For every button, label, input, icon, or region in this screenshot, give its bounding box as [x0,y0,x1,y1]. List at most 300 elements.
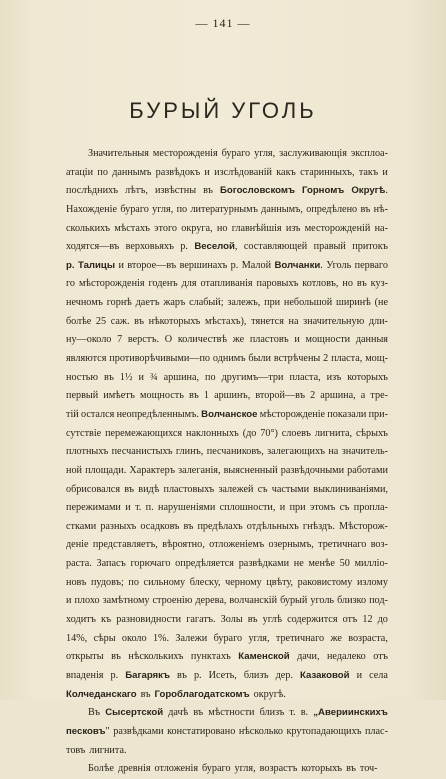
word-part: до [377,614,388,626]
word [66,220,110,239]
word [254,686,286,705]
word [266,574,293,593]
word-part: впаденія [66,669,104,681]
word [93,536,158,555]
word-part: мѣсторожденіе [259,408,326,420]
word-part: лигнита. [89,744,127,756]
word [190,574,221,593]
word [66,686,137,705]
word [355,555,388,574]
word [302,182,344,201]
word [217,220,228,239]
word-part: гнѣздъ. [302,520,335,532]
word [360,760,378,779]
word [369,313,388,332]
word-part: 2 [323,353,329,365]
word [124,481,134,500]
word [109,350,210,369]
word-part: и [204,166,210,178]
word-part: пласта, [331,353,363,365]
word [233,331,244,350]
word [177,667,187,686]
word-part: п. [145,502,154,514]
word [66,425,101,444]
word-part: 1½ [119,371,133,383]
word [176,443,203,462]
word [369,667,388,686]
word [298,574,353,593]
word [88,145,149,164]
word [66,350,106,369]
word [354,499,388,518]
word-part: констатировано [167,725,236,737]
word-part: обрисовался [66,483,121,495]
text-line [66,294,388,313]
word [66,313,91,332]
word [66,723,110,742]
word-part: разновидности [116,614,182,626]
word-part: пропла- [353,502,388,514]
word-part: предѣлахъ [197,520,243,532]
word [105,425,182,444]
word-part: О [164,334,173,346]
text-line [66,723,388,742]
word-part: верстъ. [127,334,160,346]
word-part: на [328,446,339,458]
word-part: и [118,259,124,271]
word-part: перемежающихся [105,427,183,439]
word-part: Запасъ [96,558,126,570]
word [103,592,150,611]
text-line [66,369,388,388]
word-part: вѣроятно, [162,539,205,551]
word [365,350,388,369]
word [168,704,188,723]
word [66,667,103,686]
word-part: остался [80,408,115,420]
word [328,443,338,462]
word-part: видѣ [138,483,160,495]
word [214,164,272,183]
word-part: куз- [370,278,388,290]
word [111,667,119,686]
word [125,667,170,686]
text-line [66,481,388,500]
word-part: дерева, [195,595,227,607]
word [105,704,163,723]
word-part: на [288,315,299,327]
word [279,145,347,164]
word-part: пунктахъ [190,651,231,663]
word-part: 1%. [152,632,170,644]
word-part: дли- [368,315,388,327]
word-part: въ [104,371,114,383]
word [112,164,151,183]
word [113,723,163,742]
word [300,667,349,686]
word [78,257,115,276]
word-part: опредѣляется [175,558,234,570]
word-part: другимъ—три [221,371,284,383]
word-part: въ [124,483,135,495]
word-part: излому [356,576,388,588]
word [214,387,250,406]
word-part: въ [111,651,121,663]
word-part: недалеко [326,651,366,663]
word-part: наклонныхъ [186,427,239,439]
word-part: болѣе [66,315,92,327]
word-part: р. [110,669,119,681]
word-part: . [320,259,323,271]
word-part: въ [193,707,204,719]
word [193,704,203,723]
word [222,145,251,164]
word-part: выясненный [223,464,278,476]
word [150,369,158,388]
word-part: правый [313,241,346,253]
word-part: 25 [95,315,107,327]
word-part: залеганія, [178,464,221,476]
word-part: котловъ, [302,278,339,290]
word [281,462,344,481]
word [209,667,237,686]
word [94,630,116,649]
word-part: ширинѣ [335,297,371,309]
word-part: Характеръ [129,464,175,476]
word [248,350,271,369]
word [114,220,150,239]
word-part: мощности [305,334,351,346]
word-part: месторожденія [152,148,218,159]
word [340,499,350,518]
word-part: ¾ [149,371,158,383]
word-part: бураго [221,148,251,159]
word-part: возрастъ [259,763,298,775]
word [274,350,320,369]
word [306,331,351,350]
word [373,648,388,667]
word [268,536,313,555]
word [66,481,120,500]
word [357,667,362,686]
word-part: озернымъ, [268,539,314,551]
word [134,313,144,332]
word [91,574,124,593]
word-part: Болѣе [88,763,114,775]
word-part: Золы [220,614,243,626]
word-part: встрѣчены [273,353,321,365]
word-part: въ [134,315,144,327]
word [125,499,130,518]
place-name: Казаковой [300,669,350,681]
word [155,686,250,705]
text-line [66,462,388,481]
word-part: значитель- [341,446,388,458]
word [362,611,372,630]
word-part: Мѣсторож- [339,520,388,532]
word-part: близко [337,595,367,607]
word-part: блеску, [189,576,221,588]
text-line [66,425,388,444]
word [208,704,254,723]
word-part: строенію [152,595,193,607]
word-part: отъ [373,651,388,663]
word [357,275,367,294]
word [276,164,296,183]
word-part: въ [177,669,187,681]
word [313,481,388,500]
word [375,220,388,239]
word [360,201,370,220]
place-name: Богословскомъ [219,185,295,197]
word [302,275,338,294]
word [248,630,269,649]
word-part: открыты [66,651,104,663]
word [272,481,309,500]
word [361,387,366,406]
word-part: литературнымъ [190,203,258,215]
word-part: пласта, [289,371,321,383]
word-part: бураго [213,632,243,644]
place-name: Каменской [238,651,290,663]
word [186,425,239,444]
word-part: опредѣлено [306,203,358,215]
word-part: округа, [181,222,213,234]
word-part: старинныхъ, [300,166,355,178]
word-part: для [181,278,197,290]
word [66,443,108,462]
word [205,313,247,332]
word [310,499,335,518]
word-part: тре- [370,390,388,402]
word [374,201,388,220]
word-part: какъ [276,166,296,178]
word-part: мощ- [365,353,388,365]
word-part: извѣстны [154,185,197,197]
word [357,574,388,593]
word-part: 50 [339,558,350,570]
page-number: — 141 — [195,16,251,30]
word-part: не [293,558,304,570]
word [155,760,198,779]
word-part: дачѣ [168,707,189,719]
word [258,481,268,500]
word-part: содержится [287,614,338,626]
word [186,611,215,630]
word-part: при [289,502,306,514]
word-part: и [125,502,131,514]
word-part: къ [100,614,112,626]
word [308,555,334,574]
word-part: первый [66,390,99,402]
word [128,574,139,593]
word [213,350,246,369]
word [340,555,350,574]
word [66,536,89,555]
word-part: близъ [259,707,285,719]
word [369,592,388,611]
word [118,760,151,779]
word-part: угля, [254,148,276,159]
word [126,238,174,257]
word [382,164,387,183]
word [66,406,79,425]
word [120,369,133,388]
word [251,313,284,332]
word [140,387,184,406]
word-part: при- [368,408,388,420]
word [337,592,366,611]
place-name: Округѣ [351,185,386,197]
word [306,201,357,220]
word [347,462,388,481]
text-line [66,630,388,649]
word [225,574,262,593]
word [290,499,306,518]
word-part: угля, [248,632,270,644]
word [247,518,299,537]
word [310,592,334,611]
word-part: этого [154,222,177,234]
word-part: а [360,390,366,402]
word-part: въ [140,688,151,700]
word-part: 2 [310,390,316,402]
word [343,611,358,630]
word-part: аршинъ, [214,390,251,402]
word-part: возраста, [348,632,388,644]
word-part: р. [180,241,188,253]
word [207,443,264,462]
text-line [66,443,388,462]
word-part: на- [374,222,388,234]
word-part: атаціи [66,166,94,178]
word-part: второе—въ [127,259,177,271]
word-part: бурый [280,595,308,607]
word [289,313,299,332]
word-part: мѣстности [208,707,255,719]
word-part: залегающихъ [267,446,325,458]
word [280,499,285,518]
word [66,462,82,481]
word-part: горючаго [130,558,171,570]
word-part: мѣстахъ), [204,315,247,327]
word-part: изъ [326,371,342,383]
word-part: сплошности, [219,502,276,514]
place-name: р. [66,259,75,271]
word [276,667,293,686]
word-part: горнѣ [106,297,132,309]
word [378,611,388,630]
word-part: 14%, [66,632,88,644]
word [146,499,154,518]
word [85,462,126,481]
word [274,257,322,276]
word [260,406,325,425]
text-line [66,201,388,220]
word [342,443,388,462]
word-part: деніе [66,539,89,551]
word [331,350,362,369]
word-part: по [176,203,188,215]
word-part: вершинахъ [179,259,228,271]
word [129,462,175,481]
word [220,182,295,201]
word-part: сутствіе [66,427,102,439]
word [66,630,87,649]
word [282,425,311,444]
word [222,369,284,388]
word [301,760,342,779]
word [356,331,388,350]
word [221,611,243,630]
word [229,592,277,611]
word-part: близъ [243,669,269,681]
word-part: верховьяхъ [125,241,174,253]
word-part: менѣе [308,558,335,570]
word-part: же [330,632,342,644]
word [178,331,227,350]
word-part: черному [225,576,262,588]
word-part: разныхъ [100,520,137,532]
word-part: развѣдокъ [155,166,201,178]
word-part: отложеніемъ [209,539,265,551]
word-part: площади. [85,464,127,476]
word-part: около [121,632,147,644]
text-line [66,238,388,257]
word-part: даннымъ [112,166,152,178]
word-part: саж. [110,315,130,327]
word [66,499,121,518]
word-part: села [369,669,388,681]
word-part: Залежи [175,632,208,644]
word [184,518,194,537]
word-part: мѣстахъ [114,222,150,234]
word-part: (до [242,427,257,439]
word [66,257,75,276]
text-line [66,760,388,779]
text-line [66,667,388,686]
word-part: углѣ [262,614,283,626]
word-part: развѣдками [113,725,164,737]
word-part: тянется [251,315,284,327]
word-part: го [66,278,76,290]
word [66,592,71,611]
word [191,648,231,667]
word [314,238,346,257]
word [232,220,282,239]
place-name: Багарякъ [125,669,170,681]
word-part: и [279,502,286,514]
word [66,555,92,574]
word [116,611,181,630]
word [194,667,202,686]
word [194,238,237,257]
word [369,406,388,425]
word [201,406,257,425]
word [177,201,188,220]
word [117,406,199,425]
word [348,630,388,649]
word [243,425,257,444]
word-part: угля, [152,203,174,215]
word [149,275,178,294]
word [103,387,135,406]
word [66,294,103,313]
word-part: пластовъ [249,334,289,346]
word [264,294,280,313]
word-part: новъ [66,576,87,588]
text-line [66,331,388,350]
